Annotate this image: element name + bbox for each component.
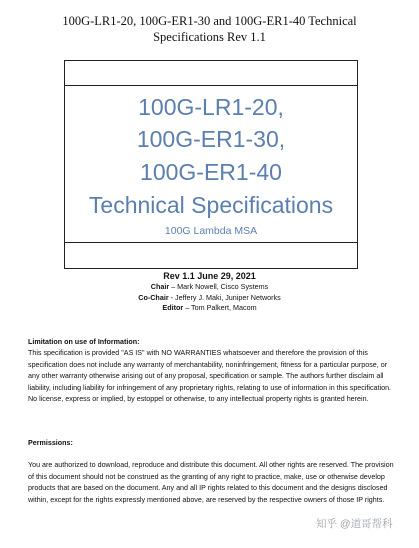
cochair-line — [0, 293, 419, 304]
permissions-body: You are authorized to download, reproduce and distribute this document. All other rights are reserved. The provision of this document should not be construed as the granting of any right to practice, make, use or otherwise develop products that are based on the document. Any and all IP rights related to this document and the designs disclosed within, except for the rights expressly mentioned above, are reserved by the respective owners of those IP rights. — [28, 461, 394, 504]
cover-subtitle: 100G Lambda MSA — [164, 225, 258, 237]
cover-title-line-1: 100G-LR1-20, — [138, 94, 284, 120]
cover-divider-top — [65, 85, 357, 86]
limitation-heading: Limitation on use of Information: — [28, 338, 140, 346]
watermark — [316, 516, 393, 531]
cover-title-box — [64, 60, 358, 269]
cover-title-line-2: 100G-ER1-30, — [136, 126, 286, 152]
editor-line — [0, 303, 419, 314]
chair-line — [0, 282, 419, 293]
document-header — [0, 13, 419, 45]
header-line-2: Specifications Rev 1.1 — [153, 30, 266, 44]
editor-label: Editor — [162, 303, 184, 312]
cover-title-line-4: Technical Specifications — [88, 192, 334, 218]
cochair-value: - Jeffery J. Maki, Juniper Networks — [170, 292, 281, 302]
cover-divider-bottom — [65, 242, 357, 243]
cover-title-line-3: 100G-ER1-40 — [140, 159, 282, 185]
permissions-heading: Permissions: — [28, 439, 73, 447]
revision-block — [0, 271, 419, 314]
permissions-section — [28, 438, 396, 506]
revision-title: Rev 1.1 June 29, 2021 — [163, 271, 256, 281]
limitation-body: This specification is provided "AS IS" with NO WARRANTIES whatsoever and therefore the provision of this specification does not include any warranty of merchantability, noninfringement, fitness for a particular purpose, or any other warranty otherwise arising out of any proposal, specification or sample. The authors further disclaim all liability, including liability for infringement of any proprietary rights, relating to use of information in this specification. No license, express or implied, by estoppel or otherwise, to any intellectual property rights is granted herein. — [28, 349, 392, 404]
chair-value: – Mark Nowell, Cisco Systems — [171, 282, 269, 291]
limitation-section — [28, 337, 396, 405]
header-line-1: 100G-LR1-20, 100G-ER1-30 and 100G-ER1-40 Technical — [62, 14, 357, 28]
cochair-label: Co-Chair — [138, 292, 169, 302]
editor-value: – Tom Palkert, Macom — [185, 303, 257, 312]
chair-label: Chair — [150, 282, 170, 291]
watermark-text: 知乎 @道哥帮科 — [316, 518, 393, 530]
